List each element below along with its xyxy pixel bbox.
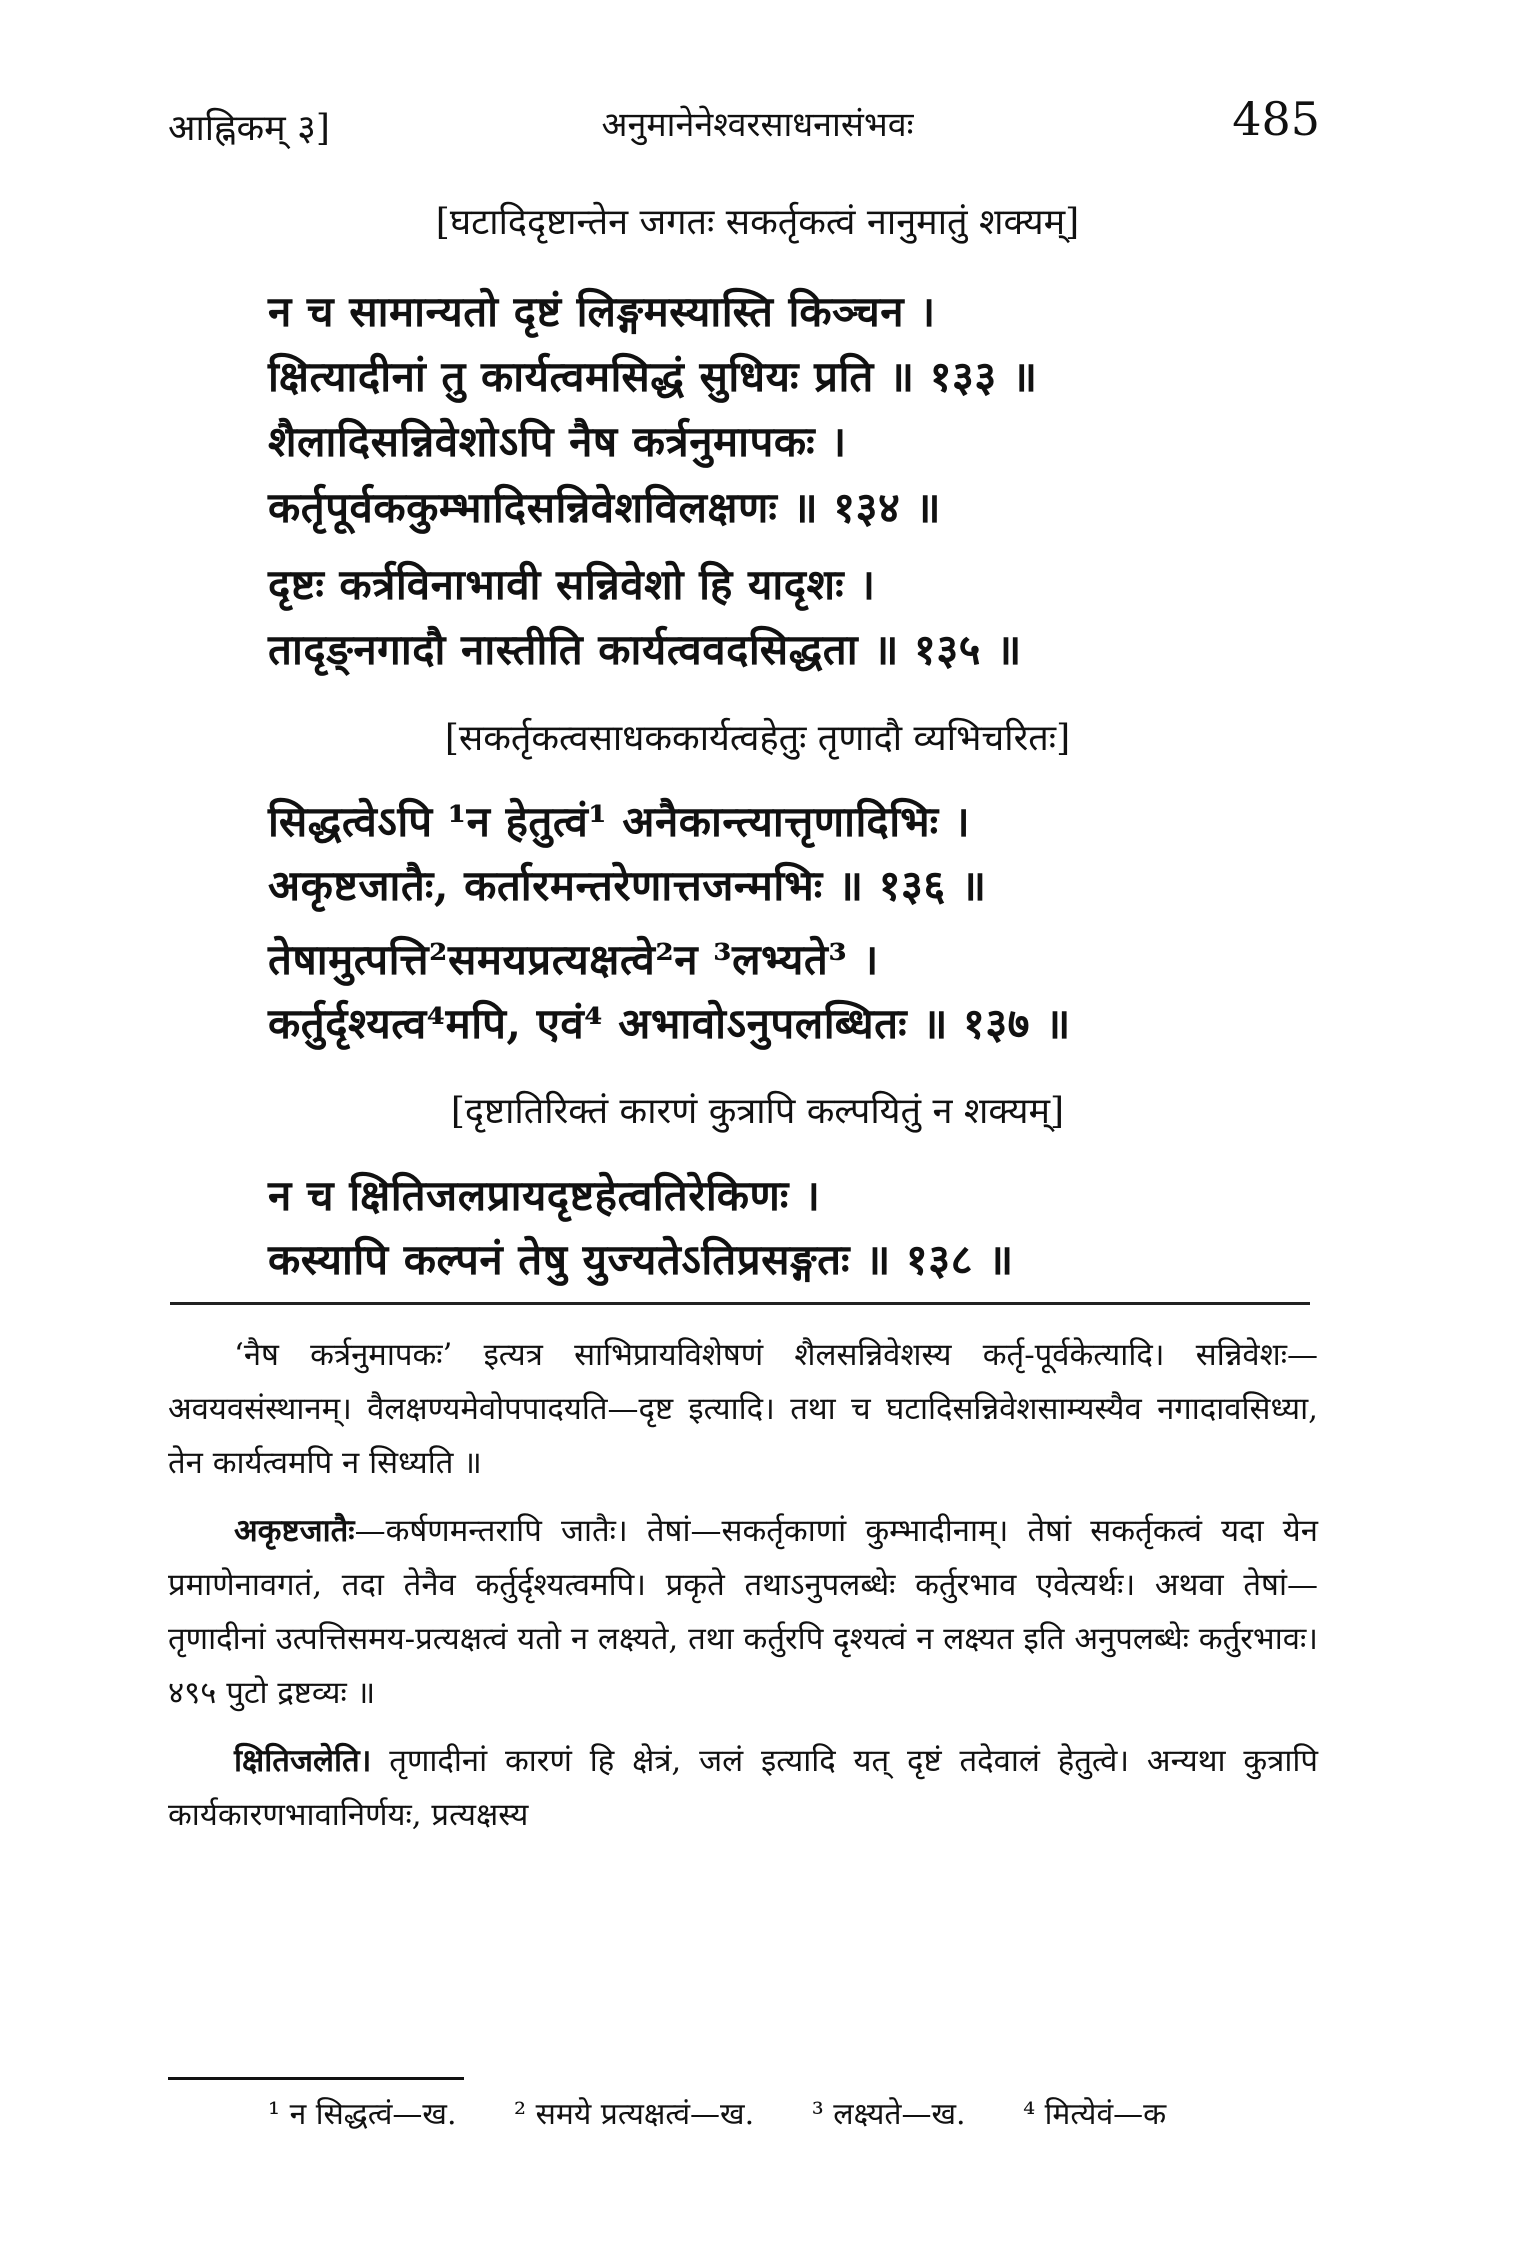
footnotes xyxy=(268,2092,1214,2133)
verse-line: तादृङ्नगादौ नास्तीति कार्यत्ववदसिद्धता ॥ १३५ ॥ xyxy=(268,625,1022,674)
verse-line: शैलादिसन्निवेशोऽपि नैष कर्त्रनुमापकः । xyxy=(268,417,847,466)
footnote: ⁴ मित्येवं—क xyxy=(1023,2097,1167,2132)
page-number: 485 xyxy=(1232,92,1320,146)
footnote-rule xyxy=(168,2077,464,2080)
commentary-paragraph xyxy=(168,1504,1318,1720)
section-heading: [सकर्तृकत्वसाधककार्यत्वहेतुः तृणादौ व्यभिचरितः] xyxy=(444,718,1071,759)
footnote: ³ लक्ष्यते—ख. xyxy=(811,2097,966,2132)
commentary xyxy=(168,1328,1318,1856)
section-heading: [दृष्टातिरिक्तं कारणं कुत्रापि कल्पयितुं न शक्यम्] xyxy=(450,1091,1065,1132)
commentary-text: —कर्षणमन्तरापि जातैः। तेषां—सकर्तृकाणां कुम्भादीनाम्। तेषां सकर्तृकत्वं यदा येन प्रमाणेनावगतं, तदा तेनैव कर्तुर्दृश्यत्वमपि। प्रकृते तथाऽनुपलब्धेः कर्तुरभाव एवेत्यर्थः। अथवा तेषां—तृणादीनां उत्पत्तिसमय-प्रत्यक्षत्वं यतो न लक्ष्यते, तथा कर्तुरपि दृश्यत्वं न लक्ष्यत इति अनुपलब्धेः कर्तुरभावः। ४९५ पुटो द्रष्टव्यः ॥ xyxy=(168,1513,1318,1711)
divider-rule xyxy=(170,1302,1310,1305)
verse-line: न च सामान्यतो दृष्टं लिङ्गमस्यास्ति किञ्चन । xyxy=(268,287,936,336)
commentary-paragraph: ‘नैष कर्त्रनुमापकः’ इत्यत्र साभिप्रायविशेषणं शैलसन्निवेशस्य कर्तृ-पूर्वकेत्यादि। सन्निवेशः—अवयवसंस्थानम्। वैलक्षण्यमेवोपपादयति—दृष्ट इत्यादि। तथा च घटादिसन्निवेशसाम्यस्यैव नगादावसिध्या, तेन कार्यत्वमपि न सिध्यति ॥ xyxy=(168,1337,1318,1481)
verse-line: कर्तृपूर्वककुम्भादिसन्निवेशविलक्षणः ॥ १३४ ॥ xyxy=(268,483,942,532)
verse-line: सिद्धत्वेऽपि ¹न हेतुत्वं¹ अनैकान्त्यात्तृणादिभिः । xyxy=(268,797,971,846)
section-heading: [घटादिदृष्टान्तेन जगतः सकर्तृकत्वं नानुमातुं शक्यम्] xyxy=(435,202,1080,243)
footnote: ² समये प्रत्यक्षत्वं—ख. xyxy=(514,2097,755,2132)
verse-line: अकृष्टजातैः, कर्तारमन्तरेणात्तजन्मभिः ॥ १३६ ॥ xyxy=(268,861,987,910)
commentary-lemma: अकृष्टजातैः xyxy=(234,1513,355,1549)
verse-line: कस्यापि कल्पनं तेषु युज्यतेऽतिप्रसङ्गतः ॥ १३८ ॥ xyxy=(268,1235,1014,1284)
verse-line: क्षित्यादीनां तु कार्यत्वमसिद्धं सुधियः प्रति ॥ १३३ ॥ xyxy=(268,352,1038,401)
commentary-text: तृणादीनां कारणं हि क्षेत्रं, जलं इत्यादि यत् दृष्टं तदेवालं हेतुत्वे। अन्यथा कुत्रापि कार्यकारणभावानिर्णयः, प्रत्यक्षस्य xyxy=(168,1743,1318,1833)
verse-line: न च क्षितिजलप्रायदृष्टहेत्वतिरेकिणः । xyxy=(268,1171,821,1220)
footnote: ¹ न सिद्धत्वं—ख. xyxy=(268,2097,457,2132)
running-header-left: आह्निकम् ३] xyxy=(168,108,330,149)
commentary-paragraph xyxy=(168,1734,1318,1842)
verse-line: तेषामुत्पत्ति²समयप्रत्यक्षत्वे²न ³लभ्यते³ । xyxy=(268,935,879,984)
commentary-lemma: क्षितिजलेति। xyxy=(234,1743,372,1779)
running-header-title: अनुमानेनेश्वरसाधनासंभवः xyxy=(601,105,914,145)
verse-line: दृष्टः कर्त्रविनाभावी सन्निवेशो हि यादृशः । xyxy=(268,560,876,609)
verse-line: कर्तुर्दृश्यत्व⁴मपि, एवं⁴ अभावोऽनुपलब्धितः ॥ १३७ ॥ xyxy=(268,999,1071,1048)
